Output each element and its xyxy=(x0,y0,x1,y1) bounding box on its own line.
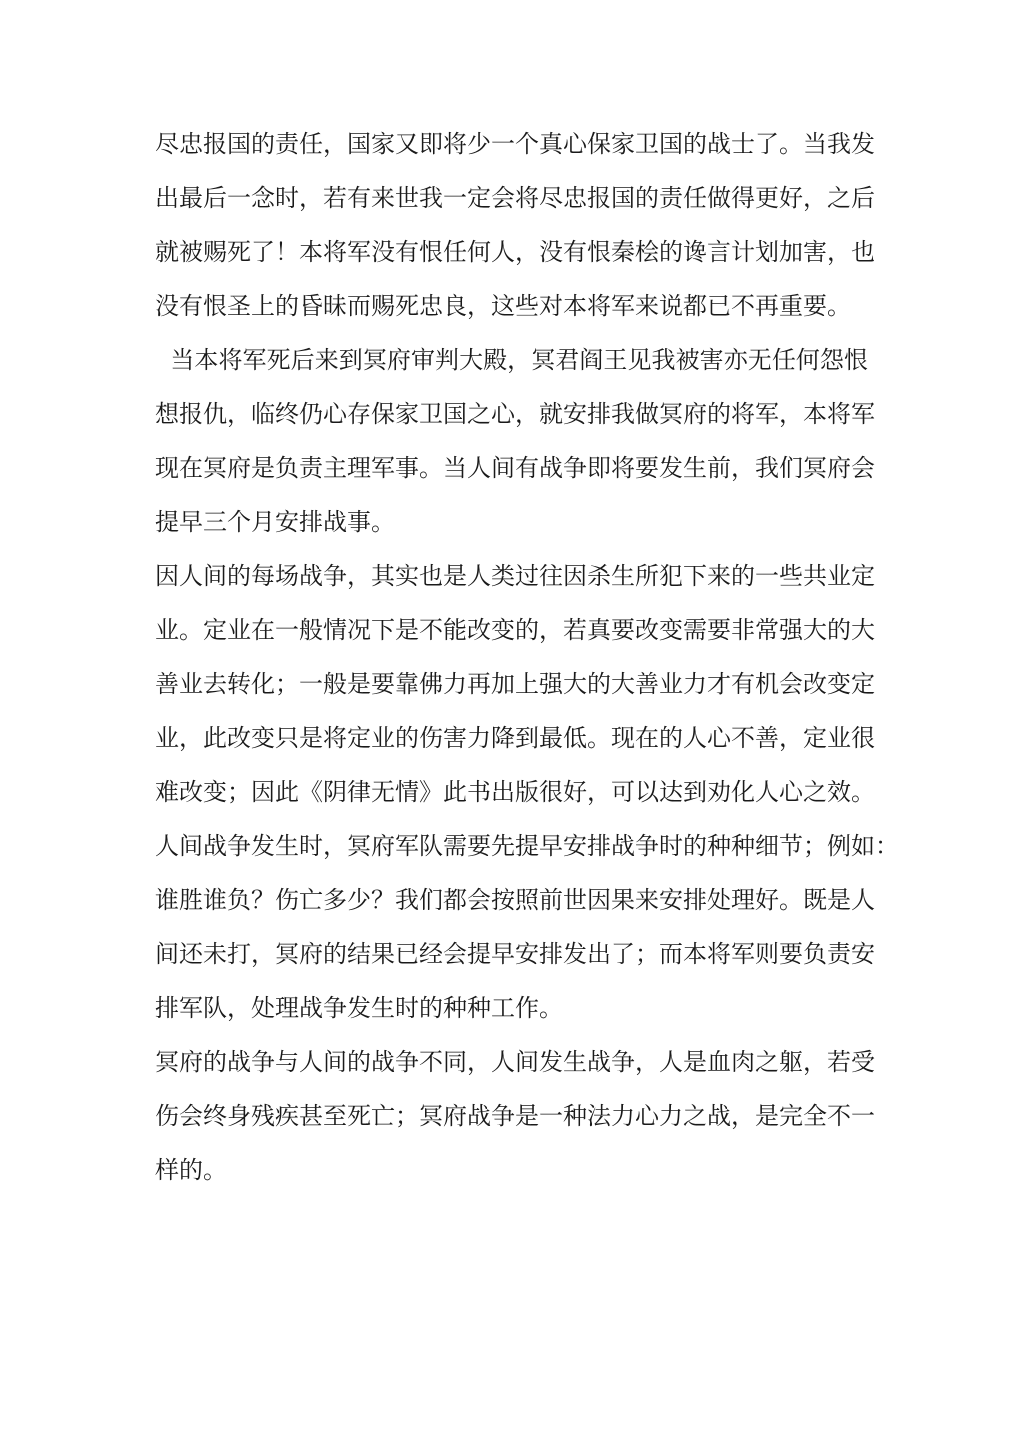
text-line: 人间战争发生时，冥府军队需要先提早安排战争时的种种细节；例如： xyxy=(155,832,899,860)
text-line: 因人间的每场战争，其实也是人类过往因杀生所犯下来的一些共业定 xyxy=(155,562,875,590)
text-line: 善业去转化；一般是要靠佛力再加上强大的大善业力才有机会改变定 xyxy=(155,670,875,698)
text-line: 间还未打，冥府的结果已经会提早安排发出了；而本将军则要负责安 xyxy=(155,940,875,968)
text-line: 提早三个月安排战事。 xyxy=(155,508,395,536)
text-line: 现在冥府是负责主理军事。当人间有战争即将要发生前，我们冥府会 xyxy=(155,454,875,482)
text-line: 排军队，处理战争发生时的种种工作。 xyxy=(155,994,563,1022)
text-line: 尽忠报国的责任，国家又即将少一个真心保家卫国的战士了。当我发 xyxy=(155,130,875,158)
text-line: 出最后一念时，若有来世我一定会将尽忠报国的责任做得更好，之后 xyxy=(155,184,875,212)
text-line: 难改变；因此《阴律无情》此书出版很好，可以达到劝化人心之效。 xyxy=(155,778,875,806)
text-line: 业，此改变只是将定业的伤害力降到最低。现在的人心不善，定业很 xyxy=(155,724,875,752)
text-line: 伤会终身残疾甚至死亡；冥府战争是一种法力心力之战，是完全不一 xyxy=(155,1102,875,1130)
text-line: 谁胜谁负？伤亡多少？我们都会按照前世因果来安排处理好。既是人 xyxy=(155,886,875,914)
text-line: 没有恨圣上的昏昧而赐死忠良，这些对本将军来说都已不再重要。 xyxy=(155,292,851,320)
text-line: 就被赐死了！本将军没有恨任何人，没有恨秦桧的谗言计划加害，也 xyxy=(155,238,875,266)
text-line: 业。定业在一般情况下是不能改变的，若真要改变需要非常强大的大 xyxy=(155,616,875,644)
text-line: 想报仇，临终仍心存保家卫国之心，就安排我做冥府的将军，本将军 xyxy=(155,400,875,428)
text-line: 样的。 xyxy=(155,1156,227,1184)
text-line: 当本将军死后来到冥府审判大殿，冥君阎王见我被害亦无任何怨恨 xyxy=(155,346,868,374)
text-line: 冥府的战争与人间的战争不同，人间发生战争，人是血肉之躯，若受 xyxy=(155,1048,875,1076)
